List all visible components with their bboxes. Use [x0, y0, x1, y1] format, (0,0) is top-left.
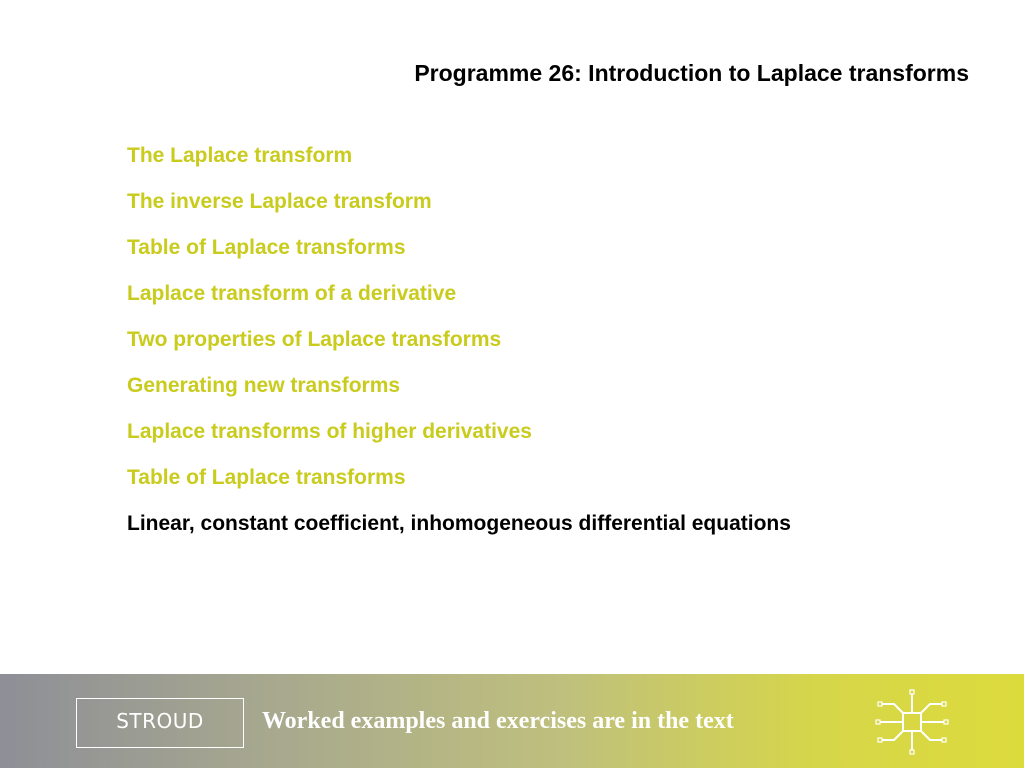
brand-logo: STROUD	[76, 698, 244, 748]
topic-item[interactable]: Table of Laplace transforms	[127, 466, 406, 489]
footer-bar	[0, 674, 1024, 768]
page-title: Programme 26: Introduction to Laplace transforms	[414, 60, 969, 86]
footer-tagline: Worked examples and exercises are in the text	[262, 708, 734, 734]
topic-item[interactable]: The inverse Laplace transform	[127, 190, 432, 213]
topic-item[interactable]: Laplace transforms of higher derivatives	[127, 420, 532, 443]
topic-item[interactable]: Linear, constant coefficient, inhomogeneous differential equations	[127, 512, 791, 535]
topic-item[interactable]: Laplace transform of a derivative	[127, 282, 457, 305]
topic-item[interactable]: Two properties of Laplace transforms	[127, 328, 502, 351]
network-icon	[872, 688, 952, 756]
topic-list	[127, 139, 791, 553]
topic-item[interactable]: The Laplace transform	[127, 144, 353, 167]
topic-item[interactable]: Generating new transforms	[127, 374, 401, 397]
topic-item[interactable]: Table of Laplace transforms	[127, 236, 406, 259]
